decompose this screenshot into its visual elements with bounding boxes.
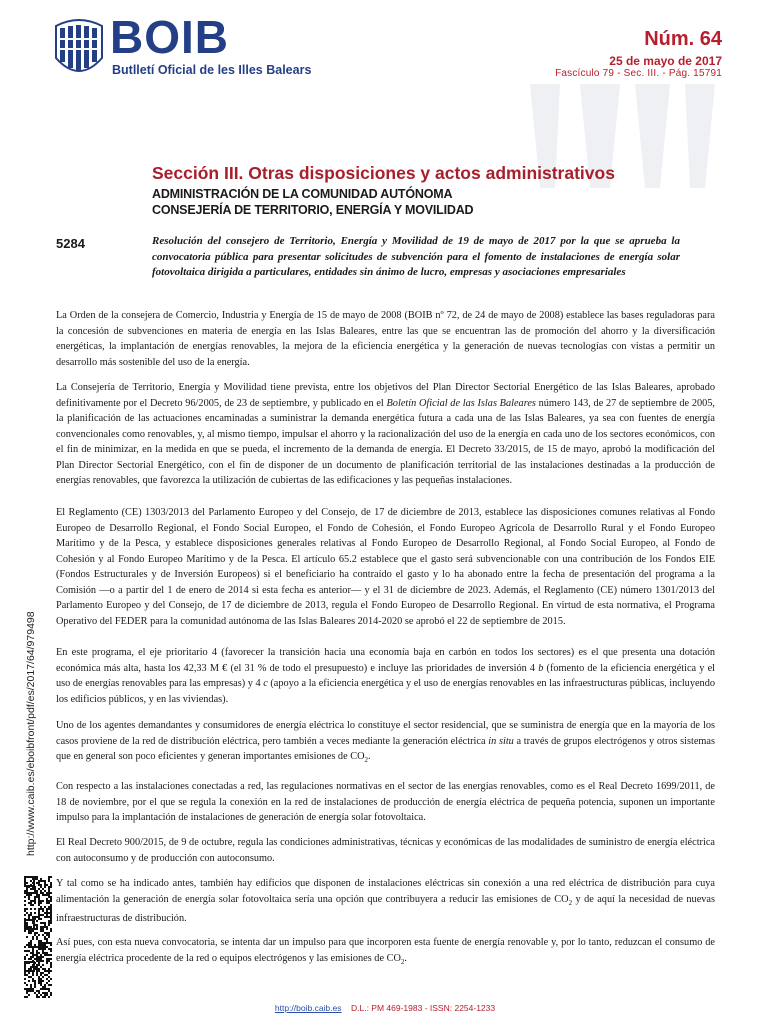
resolution-title: Resolución del consejero de Territorio, Energía y Movilidad de 19 de mayo de 2017 por la que se aprueba la convocatoria pública para presentar solicitudes de subvención para el fomento de instalaciones de energía solar fotovoltaica dirigida a particulares, entidades sin ánimo de lucro, empresas y asociaciones empresariales	[152, 235, 680, 279]
paragraph-9: Así pues, con esta nueva convocatoria, se intenta dar un impulso para que incorporen esta fuente de energía renovable y, por lo tanto, reduzcan el consumo de energía eléctrica procedente de la red o equipos electrógenos y las emisiones de $CO_2$.	[56, 937, 715, 966]
qr-code-icon	[24, 876, 52, 998]
section-title: Sección III. Otras disposiciones y actos administrativos	[152, 163, 615, 183]
paragraph-6: Con respecto a las instalaciones conectadas a red, las regulaciones normativas en el sector de las energías renovables, como es el Real Decreto 1699/2011, de 18 de noviembre, por el que se regula la conexión en la red de instalaciones de producción de energía eléctrica de pequeña potencia, suponen un importante impulso para la implantación de instalaciones de generación de energía solar fotovoltaica.	[56, 781, 715, 823]
issue-fascicle: Fascículo 79 - Sec. III. - Pág. 15791	[555, 68, 722, 79]
issue-number: Núm. 64	[644, 28, 722, 50]
paragraph-4: En este programa, el eje prioritario 4 (favorecer la transición hacia una economía baja en carbón en todos los sectores) es el que presenta una dotación económica más alta, hasta los 42,33 M € (el 31 % de todo el presupuesto) e incluye las prioridades de inversión 4 b (fomento de la eficiencia energética y el uso de energías renovables para las empresas) y 4 c (apoyo a la eficiencia energética y el uso de energías renovables en las infraestructuras públicas, incluyendo los edificios públicos, y en las viviendas).	[56, 647, 716, 705]
bulletin-name: Boletín Oficial de las Islas Baleares	[386, 397, 536, 409]
side-document-url[interactable]: http://www.caib.es/eboibfront/pdf/es/2017/64/979498	[25, 611, 37, 856]
paragraph-1: La Orden de la consejera de Comercio, Industria y Energía de 15 de mayo de 2008 (BOIB nº 72, de 24 de mayo de 2008) establece las bases reguladoras para la concesión de subvenciones en materia de energía en las Islas Baleares, entre las que se encuentran las de promoción del ahorro y la diversificación energéticas, la implantación de energías renovables, la mejora de la eficiencia energética y la generación de nuevas tecnologías con vistas a permitir un desarrollo más sostenible del uso de la energía.	[56, 310, 715, 368]
department-heading: CONSEJERÍA DE TERRITORIO, ENERGÍA Y MOVILIDAD	[152, 203, 474, 217]
document-number: 5284	[56, 236, 85, 251]
footer-link[interactable]: http://boib.caib.es	[274, 1003, 342, 1013]
paragraph-5: Uno de los agentes demandantes y consumidores de energía eléctrica lo constituye el sector residencial, que se suministra de energía que en la mayoría de los casos proviene de la red de distribución eléctrica, pero también a veces mediante la generación eléctrica in situ a través de grupos electrógenos y otros sistemas que en general son poco eficientes y generan importantes emisiones de $CO_2$.	[56, 720, 715, 765]
boib-logo-text: BOIB	[110, 11, 229, 63]
publication-subtitle: Butlletí Oficial de les Illes Balears	[112, 63, 312, 77]
issue-date: 25 de mayo de 2017	[609, 54, 722, 68]
administration-heading: ADMINISTRACIÓN DE LA COMUNIDAD AUTÓNOMA	[152, 187, 453, 201]
balearic-logo-icon	[50, 18, 108, 80]
paragraph-2: La Consejería de Territorio, Energía y Movilidad tiene prevista, entre los objetivos del Plan Director Sectorial Energético de las Islas Baleares, aprobado definitivamente por el Decreto 96/2005, de 23 de septiembre, y publicado en el Boletín Oficial de las Islas Baleares número 143, de 27 de septiembre de 2005, la planificación de las actuaciones encaminadas a suministrar la demanda energética futura a cada una de las Islas Baleares, ya sea con fuentes de energía convencionales como renovables, y, al mismo tiempo, impulsar el ahorro y la racionalización del uso de la energía en cada uno de los sectores económicos, con el fin de minimizar, en la medida en que se pueda, el incremento de la demanda de energía. El Decreto 33/2015, de 15 de mayo, aprobó la modificación del Plan Director Sectorial Energético, con el fin de disponer de un documento de planificación territorial de las instalaciones destinadas a la producción de energías renovables, que favorezca la utilización de cubiertas de las edificaciones y las pequeñas instalaciones.	[56, 382, 715, 486]
paragraph-3: El Reglamento (CE) 1303/2013 del Parlamento Europeo y del Consejo, de 17 de diciembre de 2013, establece las disposiciones comunes relativas al Fondo Europeo de Desarrollo Regional, el Fondo Social Europeo, el Fondo de Cohesión, el Fondo Europeo Agrícola de Desarrollo Rural y el Fondo Europeo Marítimo y de la Pesca, y establece disposiciones generales relativas al Fondo Europeo de Desarrollo Regional, al Fondo Social Europeo, al Fondo de Cohesión y al Fondo Europeo Marítimo y de la Pesca. El artículo 65.2 establece que el gasto será subvencionable con una contribución de los Fondos EIE (Fondos Estructurales y de Inversión Europeos) si el beneficiario ha contraído el gasto y lo ha abonado entre la fecha de presentación del programa a la Comisión —o a partir del 1 de enero de 2014 si esta fecha es anterior— y el 31 de diciembre de 2023. Además, el Reglamento (CE) número 1301/2013 del Parlamento Europeo y del Consejo, de 17 de diciembre de 2013, regula el Fondo Europeo de Desarrollo Regional. En virtud de esta normativa, el Programa Operativo del FEDER para la comunidad autónoma de las Islas Baleares 2014-2020 se aprobó el 22 de septiembre de 2015.	[56, 507, 715, 627]
paragraph-7: El Real Decreto 900/2015, de 9 de octubre, regula las condiciones administrativas, técnicas y económicas de las modalidades de suministro de energía eléctrica con autoconsumo y de producción con autoconsumo.	[56, 837, 715, 864]
footer-legal: D.L.: PM 469-1983 - ISSN: 2254-1233	[351, 1003, 496, 1013]
footer	[0, 1003, 770, 1013]
paragraph-8: Y tal como se ha indicado antes, también hay edificios que disponen de instalaciones eléctricas sin conexión a una red eléctrica de distribución para cuya alimentación la generación de energía solar fotovoltaica sería una opción que contribuyera a reducir las emisiones de $CO_2$ y de aquí la necesidad de nuevas infraestructuras de distribución.	[56, 878, 715, 925]
